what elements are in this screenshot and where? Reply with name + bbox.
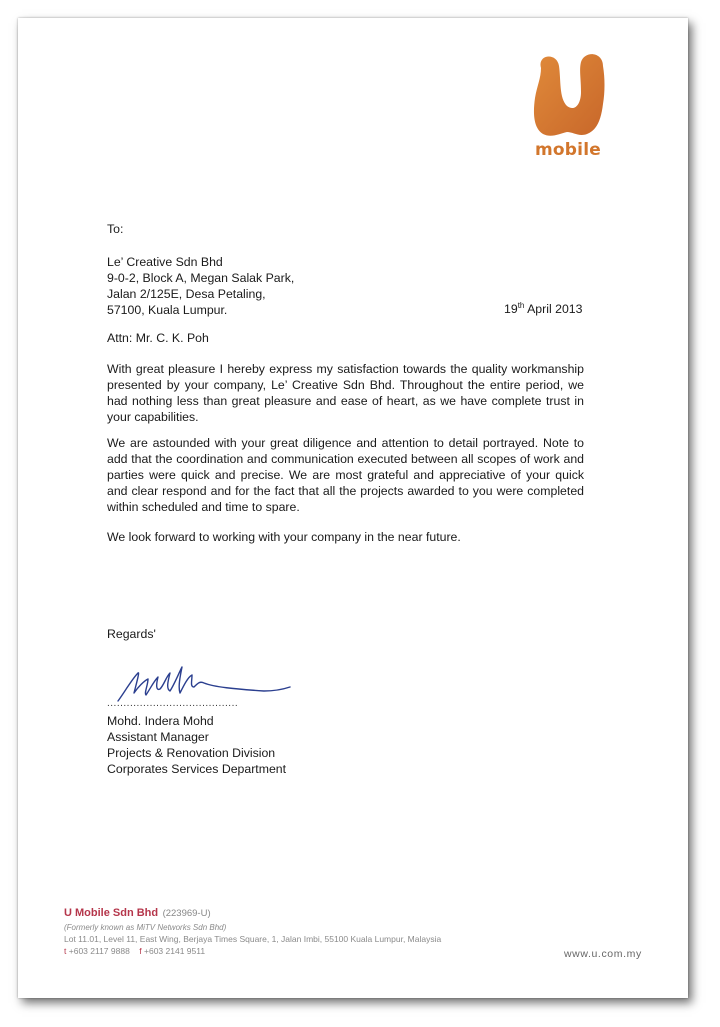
u-mobile-logo-icon bbox=[523, 48, 613, 140]
footer-website: www.u.com.my bbox=[564, 948, 642, 960]
paragraph: We are astounded with your great diligence and attention to detail portrayed. Note to add that the coordination and communication executed between all scopes of work and parties were quick and precise. We are most grateful and appreciative of your quick and clear respond and for the fact that all the projects awarded to you were completed within scheduled and time to spare. bbox=[107, 436, 584, 514]
footer-fax: +603 2141 9511 bbox=[144, 946, 206, 956]
to-label: To: bbox=[107, 222, 124, 236]
company-logo bbox=[523, 48, 613, 178]
fax-label: f bbox=[139, 946, 142, 956]
closing: Regards' bbox=[107, 627, 156, 641]
footer-address: Lot 11.01, Level 11, East Wing, Berjaya Times Square, 1, Jalan Imbi, 55100 Kuala Lumpur, Malaysia bbox=[64, 934, 442, 944]
signer-department: Corporates Services Department bbox=[107, 762, 287, 776]
letter-date bbox=[504, 301, 582, 317]
signature-line: ........................................ bbox=[107, 698, 239, 709]
recipient-line: Le’ Creative Sdn Bhd bbox=[107, 255, 223, 269]
recipient-line: 57100, Kuala Lumpur. bbox=[107, 303, 228, 317]
paragraph: With great pleasure I hereby express my satisfaction towards the quality workmanship presented by your company, Le’ Creative Sdn Bhd. Throughout the entire period, we had nothing less than great pleasure and ease of heart, as we have complete trust in your capabilities. bbox=[107, 362, 584, 424]
phone-label: t bbox=[64, 946, 67, 956]
recipient-address bbox=[107, 254, 294, 318]
date-suffix: th bbox=[517, 301, 525, 310]
logo-text: mobile bbox=[535, 140, 601, 160]
footer-contact bbox=[64, 946, 441, 956]
letter-page bbox=[18, 18, 688, 998]
signer-title: Assistant Manager bbox=[107, 730, 209, 744]
footer-company-name: U Mobile Sdn Bhd bbox=[64, 907, 159, 919]
footer-formerly: (Formerly known as MiTV Networks Sdn Bhd) bbox=[64, 923, 227, 932]
date-day: 19 bbox=[504, 302, 518, 316]
letterhead-footer bbox=[64, 903, 441, 956]
footer-phone: +603 2117 9888 bbox=[68, 946, 130, 956]
recipient-line: 9-0-2, Block A, Megan Salak Park, bbox=[107, 271, 295, 285]
signer-block bbox=[107, 713, 286, 777]
paragraph: We look forward to working with your company in the near future. bbox=[107, 530, 461, 544]
recipient-line: Jalan 2/125E, Desa Petaling, bbox=[107, 287, 266, 301]
signer-name: Mohd. Indera Mohd bbox=[107, 714, 214, 728]
attention-line: Attn: Mr. C. K. Poh bbox=[107, 331, 209, 345]
signer-division: Projects & Renovation Division bbox=[107, 746, 276, 760]
date-rest: April 2013 bbox=[524, 302, 583, 316]
footer-registration: (223969-U) bbox=[162, 908, 211, 919]
